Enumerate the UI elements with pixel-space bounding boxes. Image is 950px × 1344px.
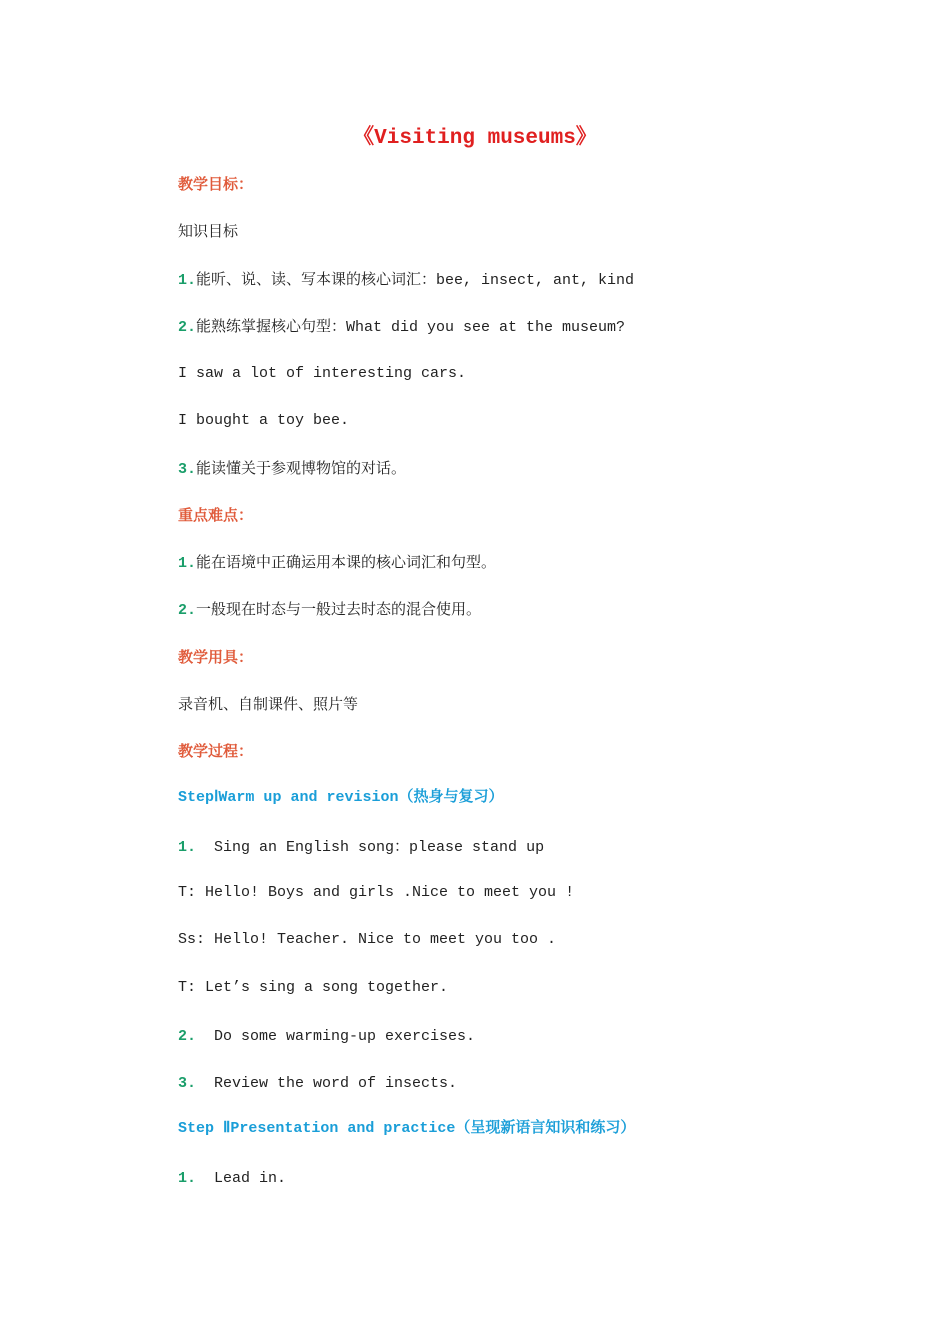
step-1-item-1 — [178, 835, 544, 859]
item-number: 1. — [178, 272, 197, 289]
item-number: 2. — [178, 319, 197, 336]
process-heading: 教学过程： — [178, 742, 254, 760]
item-text: Review the word of insects. — [214, 1075, 458, 1092]
key-point-item-1 — [178, 551, 496, 575]
step-2-heading: Step ⅡPresentation and practice（呈现新语言知识和练习） — [178, 1120, 636, 1137]
item-number: 1. — [178, 555, 197, 572]
step-1-item-3 — [178, 1071, 457, 1095]
item-text: 能听、说、读、写本课的核心词汇：bee, insect, ant, kind — [196, 272, 635, 289]
tools-text: 录音机、自制课件、照片等 — [178, 695, 359, 713]
item-number: 3. — [178, 1075, 197, 1092]
item-text: 能在语境中正确运用本课的核心词汇和句型。 — [196, 553, 497, 571]
dialog-line-3: T: Let’s sing a song together. — [178, 979, 449, 996]
step-1-item-2 — [178, 1024, 475, 1048]
objectives-heading: 教学目标： — [178, 175, 254, 193]
example-sentence-2: I bought a toy bee. — [178, 412, 350, 429]
item-text: Lead in. — [214, 1170, 287, 1187]
dialog-line-1: T: Hello! Boys and girls .Nice to meet you ! — [178, 884, 575, 901]
item-number: 1. — [178, 1170, 197, 1187]
item-text: 一般现在时态与一般过去时态的混合使用。 — [196, 600, 482, 618]
knowledge-objectives-label: 知识目标 — [178, 222, 239, 240]
key-points-heading: 重点难点： — [178, 506, 254, 524]
item-number: 1. — [178, 839, 197, 856]
step-1-heading: StepⅠWarm up and revision（热身与复习） — [178, 789, 504, 806]
document-title: 《Visiting museums》 — [353, 127, 597, 150]
item-text: 能熟练掌握核心句型：What did you see at the museum? — [196, 319, 626, 336]
tools-heading: 教学用具： — [178, 648, 254, 666]
dialog-line-2: Ss: Hello! Teacher. Nice to meet you too . — [178, 931, 557, 948]
example-sentence-1: I saw a lot of interesting cars. — [178, 365, 467, 382]
item-text: 能读懂关于参观博物馆的对话。 — [196, 459, 407, 477]
objective-item-1 — [178, 268, 634, 292]
item-text: Sing an English song：please stand up — [214, 839, 545, 856]
objective-item-2 — [178, 315, 625, 339]
item-number: 2. — [178, 602, 197, 619]
item-text: Do some warming-up exercises. — [214, 1028, 476, 1045]
item-number: 3. — [178, 461, 197, 478]
step-2-item-1 — [178, 1166, 286, 1190]
objective-item-3 — [178, 457, 406, 481]
item-number: 2. — [178, 1028, 197, 1045]
key-point-item-2 — [178, 598, 481, 622]
